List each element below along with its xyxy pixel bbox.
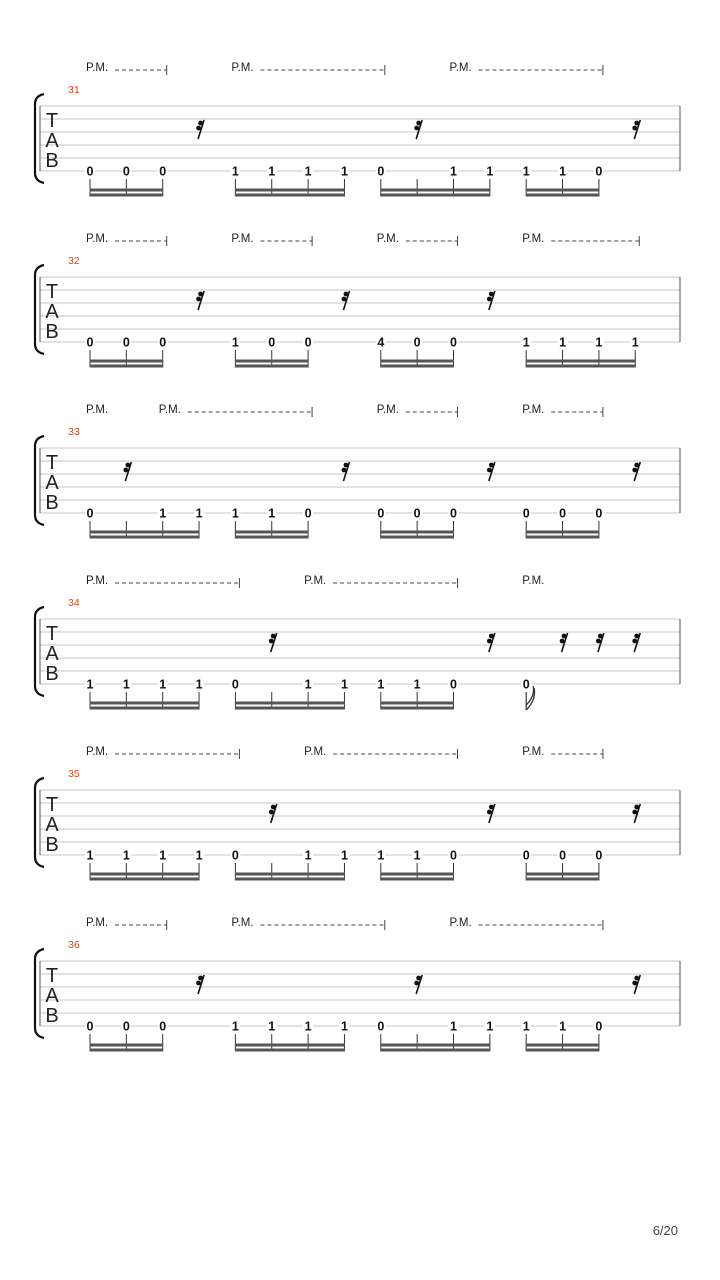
rest-flag-dot [125, 463, 130, 468]
fret-number: 1 [86, 848, 94, 863]
beam [380, 873, 454, 876]
rest-flag-dot [344, 463, 349, 468]
beam [380, 702, 454, 705]
beam [235, 873, 345, 876]
palm-mute-label: P.M. [86, 575, 109, 587]
fret-number: 1 [195, 677, 203, 692]
rest-flag-dot [198, 976, 203, 981]
beam [90, 878, 200, 881]
fret-number: 0 [522, 506, 530, 521]
palm-mute-label: P.M. [449, 62, 472, 74]
fret-number: 1 [522, 1019, 530, 1034]
beam [526, 873, 600, 876]
fret-number: 0 [559, 506, 567, 521]
rest-flag-dot [414, 981, 419, 986]
beam [235, 702, 345, 705]
tab-clef-a: A [45, 985, 59, 1007]
measure-number: 32 [68, 255, 80, 267]
beam [235, 360, 309, 363]
beam [380, 189, 490, 192]
fret-number: 1 [559, 1019, 567, 1034]
fret-number: 0 [86, 1019, 94, 1034]
fret-number: 1 [304, 1019, 312, 1034]
fret-number: 1 [377, 677, 385, 692]
fret-number: 0 [522, 848, 530, 863]
measure-number: 36 [68, 939, 80, 951]
beam [526, 194, 600, 197]
rest-flag-dot [489, 634, 494, 639]
fret-number: 1 [522, 164, 530, 179]
fret-number: 1 [595, 335, 603, 350]
beam [90, 531, 200, 534]
fret-number: 1 [413, 848, 421, 863]
palm-mute-label: P.M. [158, 404, 181, 416]
tab-clef-b: B [45, 1005, 59, 1027]
beam [526, 536, 600, 539]
tab-clef-t: T [45, 110, 59, 132]
rest-flag-dot [596, 639, 601, 644]
palm-mute-label: P.M. [86, 233, 109, 245]
rest-flag-dot [632, 981, 637, 986]
beam [380, 194, 490, 197]
tab-clef-b: B [45, 663, 59, 685]
rest-flag-dot [487, 810, 492, 815]
beam [380, 531, 454, 534]
beam [526, 365, 636, 368]
fret-number: 0 [595, 1019, 603, 1034]
palm-mute-label: P.M. [86, 917, 109, 929]
beam [526, 189, 600, 192]
beam [90, 189, 164, 192]
rest-flag-dot [560, 639, 565, 644]
rest-flag-dot [489, 463, 494, 468]
fret-number: 1 [450, 164, 457, 179]
rest-flag-dot [487, 468, 492, 473]
beam [90, 707, 200, 710]
fret-number: 1 [340, 677, 348, 692]
fret-number: 0 [122, 1019, 130, 1034]
tab-clef-a: A [45, 301, 59, 323]
beam [380, 707, 454, 710]
rest-flag-dot [634, 634, 639, 639]
palm-mute-label: P.M. [376, 404, 399, 416]
fret-number: 1 [122, 848, 130, 863]
rest-flag-dot [416, 976, 421, 981]
fret-number: 0 [268, 335, 276, 350]
rest-flag-dot [487, 297, 492, 302]
fret-number: 1 [159, 677, 167, 692]
fret-number: 1 [304, 164, 312, 179]
tab-clef-b: B [45, 492, 59, 514]
fret-number: 1 [522, 335, 530, 350]
fret-number: 0 [450, 506, 457, 521]
fret-number: 0 [231, 848, 239, 863]
beam [90, 1049, 164, 1052]
measure-number: 34 [68, 597, 80, 609]
beam [90, 365, 164, 368]
fret-number: 1 [195, 506, 203, 521]
tab-clef-a: A [45, 814, 59, 836]
rest-flag-dot [598, 634, 603, 639]
beam [235, 1049, 345, 1052]
beam [380, 360, 454, 363]
rest-flag-dot [269, 810, 274, 815]
beam [90, 873, 200, 876]
fret-number: 0 [304, 506, 312, 521]
fret-number: 1 [340, 848, 348, 863]
rest-flag-dot [123, 468, 128, 473]
fret-number: 0 [450, 848, 457, 863]
beam [235, 707, 345, 710]
rest-flag-dot [634, 121, 639, 126]
measure-number: 33 [68, 426, 80, 438]
rest-flag-dot [489, 292, 494, 297]
beam [90, 194, 164, 197]
fret-number: 0 [559, 848, 567, 863]
palm-mute-label: P.M. [231, 917, 254, 929]
rest-flag-dot [269, 639, 274, 644]
fret-number: 0 [304, 335, 312, 350]
rest-flag-dot [634, 805, 639, 810]
fret-number: 0 [86, 335, 94, 350]
fret-number: 1 [631, 335, 639, 350]
tab-clef-a: A [45, 643, 59, 665]
beam [90, 1044, 164, 1047]
palm-mute-label: P.M. [86, 404, 109, 416]
tab-clef-a: A [45, 472, 59, 494]
beam [380, 536, 454, 539]
fret-number: 1 [159, 848, 167, 863]
beam [235, 1044, 345, 1047]
palm-mute-label: P.M. [86, 746, 109, 758]
tab-clef-b: B [45, 321, 59, 343]
beam [235, 878, 345, 881]
fret-number: 1 [231, 335, 239, 350]
fret-number: 0 [159, 164, 167, 179]
beam [526, 1049, 600, 1052]
beam [235, 189, 345, 192]
fret-number: 0 [595, 848, 603, 863]
fret-number: 0 [450, 335, 457, 350]
rest-flag-dot [196, 126, 201, 131]
beam [235, 365, 309, 368]
rest-flag-dot [634, 976, 639, 981]
palm-mute-label: P.M. [522, 233, 545, 245]
beam [380, 365, 454, 368]
fret-number: 1 [486, 1019, 494, 1034]
tab-clef-b: B [45, 150, 59, 172]
fret-number: 1 [559, 164, 567, 179]
fret-number: 1 [559, 335, 567, 350]
fret-number: 1 [231, 506, 239, 521]
rest-flag-dot [632, 468, 637, 473]
rest-flag-dot [487, 639, 492, 644]
fret-number: 1 [122, 677, 130, 692]
rest-flag-dot [196, 981, 201, 986]
fret-number: 1 [268, 1019, 276, 1034]
fret-number: 1 [340, 164, 348, 179]
fret-number: 1 [340, 1019, 348, 1034]
rest-flag-dot [632, 639, 637, 644]
fret-number: 0 [86, 506, 94, 521]
palm-mute-label: P.M. [304, 746, 327, 758]
palm-mute-label: P.M. [449, 917, 472, 929]
fret-number: 0 [595, 164, 603, 179]
beam [526, 360, 636, 363]
fret-number: 1 [231, 1019, 239, 1034]
fret-number: 1 [159, 506, 167, 521]
fret-number: 1 [304, 677, 312, 692]
fret-number: 1 [195, 848, 203, 863]
palm-mute-label: P.M. [522, 575, 545, 587]
tab-clef-t: T [45, 281, 59, 303]
fret-number: 0 [413, 506, 421, 521]
palm-mute-label: P.M. [522, 746, 545, 758]
fret-number: 0 [159, 335, 167, 350]
fret-number: 0 [122, 164, 130, 179]
fret-number: 1 [268, 164, 276, 179]
fret-number: 1 [268, 506, 276, 521]
rest-flag-dot [634, 463, 639, 468]
palm-mute-label: P.M. [86, 62, 109, 74]
beam [526, 1044, 600, 1047]
rest-flag-dot [271, 805, 276, 810]
palm-mute-label: P.M. [376, 233, 399, 245]
beam [526, 531, 600, 534]
rest-flag-dot [271, 634, 276, 639]
palm-mute-label: P.M. [231, 62, 254, 74]
fret-number: 0 [522, 677, 530, 692]
rest-flag-dot [198, 292, 203, 297]
fret-number: 0 [159, 1019, 167, 1034]
beam [235, 536, 309, 539]
fret-number: 1 [304, 848, 312, 863]
fret-number: 0 [450, 677, 457, 692]
beam [90, 360, 164, 363]
rest-flag-dot [344, 292, 349, 297]
page-number: 6/20 [652, 1223, 678, 1238]
beam [90, 536, 200, 539]
rest-flag-dot [196, 297, 201, 302]
palm-mute-label: P.M. [304, 575, 327, 587]
rest-flag-dot [632, 126, 637, 131]
fret-number: 1 [450, 1019, 457, 1034]
tab-clef-t: T [45, 965, 59, 987]
beam [90, 702, 200, 705]
rest-flag-dot [198, 121, 203, 126]
fret-number: 0 [231, 677, 239, 692]
fret-number: 1 [486, 164, 494, 179]
beam [526, 878, 600, 881]
fret-number: 0 [86, 164, 94, 179]
palm-mute-label: P.M. [231, 233, 254, 245]
rest-flag-dot [562, 634, 567, 639]
beam [235, 194, 345, 197]
fret-number: 0 [377, 164, 385, 179]
fret-number: 0 [377, 506, 385, 521]
beam [235, 531, 309, 534]
beam [380, 1044, 490, 1047]
measure-number: 31 [68, 84, 80, 96]
fret-number: 1 [413, 677, 421, 692]
fret-number: 0 [122, 335, 130, 350]
rest-flag-dot [414, 126, 419, 131]
beam [380, 878, 454, 881]
fret-number: 1 [377, 848, 385, 863]
rest-flag-dot [632, 810, 637, 815]
fret-number: 4 [377, 335, 385, 350]
fret-number: 1 [231, 164, 239, 179]
fret-number: 0 [595, 506, 603, 521]
tab-clef-t: T [45, 794, 59, 816]
fret-number: 0 [413, 335, 421, 350]
tab-clef-b: B [45, 834, 59, 856]
rest-flag-dot [342, 297, 347, 302]
rest-flag-dot [416, 121, 421, 126]
beam [380, 1049, 490, 1052]
tab-clef-t: T [45, 452, 59, 474]
measure-number: 35 [68, 768, 80, 780]
rest-flag-dot [342, 468, 347, 473]
rest-flag-dot [489, 805, 494, 810]
tab-clef-t: T [45, 623, 59, 645]
tab-clef-a: A [45, 130, 59, 152]
fret-number: 1 [86, 677, 94, 692]
palm-mute-label: P.M. [522, 404, 545, 416]
fret-number: 0 [377, 1019, 385, 1034]
